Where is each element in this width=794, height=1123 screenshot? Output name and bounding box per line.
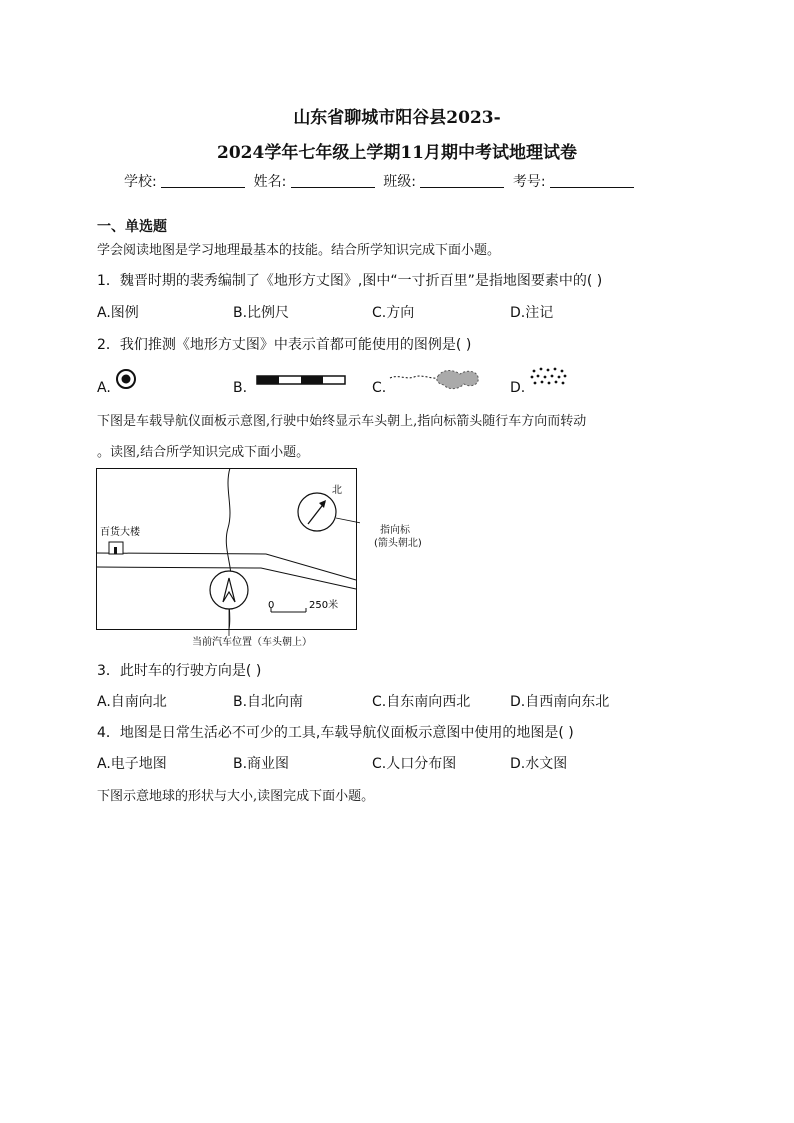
q2-option-b: B.: [233, 380, 248, 396]
name-blank: [291, 173, 375, 188]
compass-label-1: 指向标: [380, 525, 410, 536]
q4-option-a: A.电子地图: [97, 756, 167, 772]
question-2: 2．我们推测《地形方丈图》中表示首都可能使用的图例是( ): [97, 337, 472, 353]
q1-option-c: C.方向: [372, 305, 415, 321]
car-caption: 当前汽车位置（车头朝上）: [192, 637, 312, 648]
title-line-2: 2024学年七年级上学期11月期中考试地理试卷: [217, 143, 577, 163]
intro-text-1: 学会阅读地图是学习地理最基本的技能。结合所学知识完成下面小题。: [97, 243, 501, 258]
title-line-1: 山东省聊城市阳谷县2023-: [293, 108, 501, 128]
section-heading: 一、单选题: [97, 219, 167, 235]
q1-option-b: B.比例尺: [233, 305, 290, 321]
intro-text-2-line-2: 。读图,结合所学知识完成下面小题。: [97, 445, 310, 460]
north-label: 北: [332, 485, 342, 496]
student-info-row: [124, 171, 638, 191]
intro-text-3: 下图示意地球的形状与大小,读图完成下面小题。: [97, 789, 375, 804]
q3-option-d: D.自西南向东北: [510, 694, 610, 710]
name-label: 姓名:: [253, 174, 287, 190]
q4-option-c: C.人口分布图: [372, 756, 457, 772]
railway-symbol-icon: [256, 372, 348, 388]
question-3: 3．此时车的行驶方向是( ): [97, 663, 262, 679]
q4-option-b: B.商业图: [233, 756, 290, 772]
exam-no-blank: [550, 173, 634, 188]
q4-option-d: D.水文图: [510, 756, 568, 772]
question-4: 4．地图是日常生活必不可少的工具,车载导航仪面板示意图中使用的地图是( ): [97, 725, 574, 741]
q2-option-d: D.: [510, 380, 526, 396]
q3-option-a: A.自南向北: [97, 694, 167, 710]
school-blank: [161, 173, 245, 188]
capital-symbol-icon: [115, 369, 139, 391]
q1-option-d: D.注记: [510, 305, 554, 321]
scale-zero: 0: [268, 600, 275, 611]
q1-option-a: A.图例: [97, 305, 139, 321]
dotted-area-symbol-icon: [528, 364, 570, 388]
exam-no-label: 考号:: [512, 174, 546, 190]
navigation-map-figure: [96, 468, 360, 650]
q3-option-b: B.自北向南: [233, 694, 304, 710]
class-blank: [420, 173, 504, 188]
scale-value: 250米: [309, 600, 339, 611]
class-label: 班级:: [383, 174, 416, 190]
question-1: 1．魏晋时期的裴秀编制了《地形方丈图》,图中“一寸折百里”是指地图要素中的( ): [97, 273, 603, 289]
building-label: 百货大楼: [100, 527, 140, 538]
lake-river-symbol-icon: [388, 366, 484, 394]
compass-label-2: (箭头朝北): [374, 538, 422, 549]
intro-text-2-line-1: 下图是车载导航仪面板示意图,行驶中始终显示车头朝上,指向标箭头随行车方向而转动: [97, 414, 587, 429]
q3-option-c: C.自东南向西北: [372, 694, 471, 710]
q2-option-c: C.: [372, 380, 387, 396]
q2-option-a: A.: [97, 380, 111, 396]
school-label: 学校:: [124, 174, 157, 190]
